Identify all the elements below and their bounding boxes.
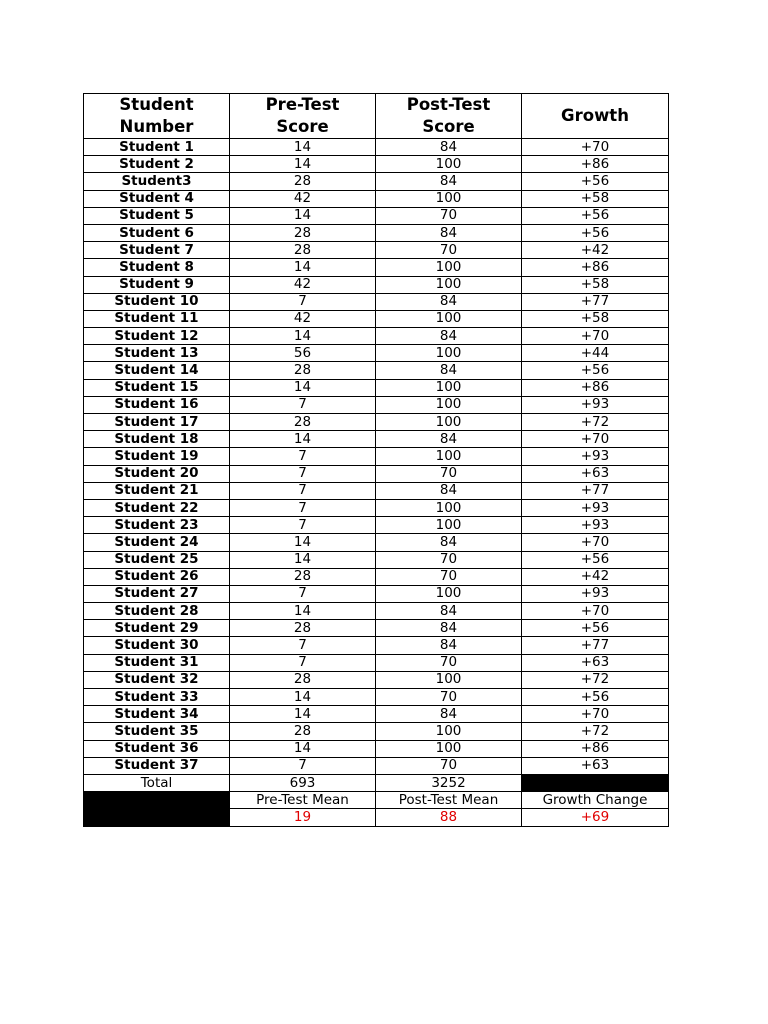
header-post-test-score	[376, 94, 522, 139]
growth-cell: +58	[522, 276, 669, 293]
student-name-cell: Student 33	[84, 689, 230, 706]
growth-cell: +72	[522, 414, 669, 431]
post-test-cell: 84	[376, 620, 522, 637]
student-name-cell: Student 10	[84, 293, 230, 310]
pre-test-cell: 14	[230, 379, 376, 396]
table-row	[84, 259, 669, 276]
growth-cell: +86	[522, 259, 669, 276]
student-name-cell: Student 23	[84, 517, 230, 534]
post-test-cell: 84	[376, 224, 522, 241]
student-name-cell: Student 35	[84, 723, 230, 740]
pre-test-cell: 14	[230, 603, 376, 620]
header-line: Pre-Test	[265, 95, 340, 114]
table-row	[84, 396, 669, 413]
post-test-cell: 100	[376, 414, 522, 431]
pre-test-cell: 56	[230, 345, 376, 362]
growth-cell: +86	[522, 379, 669, 396]
pre-test-cell: 14	[230, 431, 376, 448]
header-pre-test-score	[230, 94, 376, 139]
pre-test-cell: 14	[230, 139, 376, 156]
student-name-cell: Student 5	[84, 207, 230, 224]
student-name-cell: Student 7	[84, 242, 230, 259]
pre-test-cell: 7	[230, 637, 376, 654]
post-test-cell: 84	[376, 173, 522, 190]
growth-cell: +70	[522, 706, 669, 723]
student-name-cell: Student 12	[84, 328, 230, 345]
growth-cell: +70	[522, 431, 669, 448]
table-row	[84, 757, 669, 774]
pre-test-cell: 14	[230, 328, 376, 345]
growth-cell: +56	[522, 689, 669, 706]
table-row	[84, 156, 669, 173]
pre-test-cell: 28	[230, 414, 376, 431]
pre-test-cell: 7	[230, 499, 376, 516]
post-test-cell: 70	[376, 654, 522, 671]
table-body	[84, 139, 669, 775]
student-name-cell: Student 28	[84, 603, 230, 620]
student-name-cell: Student 13	[84, 345, 230, 362]
pre-test-cell: 7	[230, 396, 376, 413]
post-test-cell: 100	[376, 310, 522, 327]
pre-test-cell: 7	[230, 585, 376, 602]
pre-test-cell: 28	[230, 362, 376, 379]
table-row	[84, 585, 669, 602]
table-row	[84, 414, 669, 431]
post-test-cell: 100	[376, 723, 522, 740]
header-row	[84, 94, 669, 139]
post-test-cell: 84	[376, 706, 522, 723]
table-row	[84, 139, 669, 156]
post-test-cell: 84	[376, 293, 522, 310]
post-test-cell: 84	[376, 482, 522, 499]
pre-test-cell: 28	[230, 568, 376, 585]
table-row	[84, 723, 669, 740]
table-row	[84, 671, 669, 688]
post-test-cell: 100	[376, 585, 522, 602]
student-name-cell: Student 4	[84, 190, 230, 207]
table-row	[84, 293, 669, 310]
pre-test-cell: 28	[230, 224, 376, 241]
student-name-cell: Student 36	[84, 740, 230, 757]
post-test-cell: 100	[376, 740, 522, 757]
pre-test-cell: 7	[230, 757, 376, 774]
pre-test-cell: 14	[230, 551, 376, 568]
post-test-cell: 100	[376, 671, 522, 688]
growth-cell: +56	[522, 173, 669, 190]
pre-test-cell: 42	[230, 190, 376, 207]
student-name-cell: Student 21	[84, 482, 230, 499]
growth-cell: +70	[522, 603, 669, 620]
growth-cell: +63	[522, 465, 669, 482]
table-row	[84, 654, 669, 671]
student-name-cell: Student 37	[84, 757, 230, 774]
pre-test-cell: 42	[230, 310, 376, 327]
growth-cell: +93	[522, 448, 669, 465]
post-test-cell: 100	[376, 517, 522, 534]
growth-cell: +63	[522, 757, 669, 774]
pre-test-cell: 7	[230, 654, 376, 671]
header-line: Post-Test	[406, 95, 491, 114]
pre-test-cell: 7	[230, 293, 376, 310]
student-name-cell: Student 17	[84, 414, 230, 431]
pre-test-cell: 14	[230, 706, 376, 723]
post-test-cell: 84	[376, 328, 522, 345]
student-name-cell: Student 19	[84, 448, 230, 465]
table-row	[84, 568, 669, 585]
header-line: Number	[119, 117, 194, 136]
post-test-cell: 84	[376, 139, 522, 156]
pre-test-cell: 14	[230, 207, 376, 224]
table-row	[84, 207, 669, 224]
table-row	[84, 173, 669, 190]
growth-cell: +72	[522, 723, 669, 740]
post-test-cell: 70	[376, 689, 522, 706]
student-name-cell: Student 1	[84, 139, 230, 156]
growth-change-value: +69	[522, 809, 669, 826]
growth-cell: +93	[522, 517, 669, 534]
post-test-cell: 84	[376, 534, 522, 551]
post-test-mean-value: 88	[376, 809, 522, 826]
table-row	[84, 620, 669, 637]
table-row	[84, 345, 669, 362]
post-test-cell: 84	[376, 362, 522, 379]
table-row	[84, 637, 669, 654]
pre-test-cell: 14	[230, 259, 376, 276]
growth-cell: +58	[522, 310, 669, 327]
table-row	[84, 603, 669, 620]
header-line: Student	[119, 95, 194, 114]
header-line: Growth	[561, 106, 629, 125]
table-row	[84, 328, 669, 345]
growth-cell: +70	[522, 139, 669, 156]
growth-cell: +72	[522, 671, 669, 688]
table-row	[84, 689, 669, 706]
student-name-cell: Student 34	[84, 706, 230, 723]
growth-cell: +70	[522, 534, 669, 551]
post-test-cell: 100	[376, 379, 522, 396]
pre-test-mean-label: Pre-Test Mean	[230, 792, 376, 809]
growth-cell: +93	[522, 396, 669, 413]
pre-test-cell: 14	[230, 689, 376, 706]
student-name-cell: Student 26	[84, 568, 230, 585]
post-test-cell: 70	[376, 551, 522, 568]
post-test-cell: 84	[376, 637, 522, 654]
post-test-cell: 70	[376, 242, 522, 259]
post-test-cell: 70	[376, 757, 522, 774]
post-test-cell: 100	[376, 345, 522, 362]
student-name-cell: Student 18	[84, 431, 230, 448]
table-row	[84, 242, 669, 259]
filled-cell	[84, 792, 230, 826]
student-name-cell: Student3	[84, 173, 230, 190]
pre-test-cell: 7	[230, 465, 376, 482]
student-name-cell: Student 30	[84, 637, 230, 654]
table-row	[84, 517, 669, 534]
pre-test-cell: 28	[230, 671, 376, 688]
growth-cell: +93	[522, 585, 669, 602]
growth-cell: +77	[522, 293, 669, 310]
growth-cell: +56	[522, 551, 669, 568]
header-line: Score	[276, 117, 329, 136]
growth-cell: +56	[522, 224, 669, 241]
table-row	[84, 224, 669, 241]
growth-cell: +63	[522, 654, 669, 671]
table-row	[84, 465, 669, 482]
table-row	[84, 740, 669, 757]
growth-cell: +44	[522, 345, 669, 362]
pre-test-cell: 14	[230, 534, 376, 551]
growth-cell: +77	[522, 482, 669, 499]
post-test-cell: 100	[376, 448, 522, 465]
post-test-cell: 100	[376, 156, 522, 173]
total-pre-test: 693	[230, 774, 376, 791]
student-name-cell: Student 6	[84, 224, 230, 241]
post-test-cell: 84	[376, 431, 522, 448]
pre-test-cell: 7	[230, 448, 376, 465]
growth-cell: +56	[522, 620, 669, 637]
student-name-cell: Student 25	[84, 551, 230, 568]
table-row	[84, 499, 669, 516]
post-test-cell: 100	[376, 276, 522, 293]
post-test-cell: 84	[376, 603, 522, 620]
post-test-cell: 100	[376, 499, 522, 516]
student-name-cell: Student 22	[84, 499, 230, 516]
student-name-cell: Student 16	[84, 396, 230, 413]
post-test-cell: 100	[376, 190, 522, 207]
growth-cell: +42	[522, 242, 669, 259]
student-name-cell: Student 29	[84, 620, 230, 637]
table-row	[84, 482, 669, 499]
filled-cell	[522, 774, 669, 791]
table-row	[84, 379, 669, 396]
student-name-cell: Student 32	[84, 671, 230, 688]
pre-test-cell: 28	[230, 723, 376, 740]
student-name-cell: Student 15	[84, 379, 230, 396]
pre-test-cell: 14	[230, 156, 376, 173]
pre-test-cell: 28	[230, 173, 376, 190]
table-row	[84, 362, 669, 379]
table-row	[84, 534, 669, 551]
header-line: Score	[422, 117, 475, 136]
growth-cell: +42	[522, 568, 669, 585]
total-post-test: 3252	[376, 774, 522, 791]
growth-cell: +93	[522, 499, 669, 516]
table-row	[84, 706, 669, 723]
total-label: Total	[84, 774, 230, 791]
growth-change-label: Growth Change	[522, 792, 669, 809]
pre-test-cell: 14	[230, 740, 376, 757]
growth-cell: +70	[522, 328, 669, 345]
student-name-cell: Student 20	[84, 465, 230, 482]
pre-test-cell: 28	[230, 620, 376, 637]
table-row	[84, 431, 669, 448]
pre-test-cell: 7	[230, 517, 376, 534]
growth-cell: +86	[522, 156, 669, 173]
post-test-cell: 70	[376, 465, 522, 482]
student-name-cell: Student 2	[84, 156, 230, 173]
pre-test-cell: 28	[230, 242, 376, 259]
table-row	[84, 551, 669, 568]
student-name-cell: Student 9	[84, 276, 230, 293]
score-table	[83, 93, 669, 827]
total-row	[84, 774, 669, 791]
table-row	[84, 448, 669, 465]
growth-cell: +58	[522, 190, 669, 207]
growth-cell: +86	[522, 740, 669, 757]
post-test-cell: 70	[376, 207, 522, 224]
student-name-cell: Student 14	[84, 362, 230, 379]
student-name-cell: Student 27	[84, 585, 230, 602]
post-test-cell: 100	[376, 396, 522, 413]
mean-label-row	[84, 792, 669, 809]
growth-cell: +77	[522, 637, 669, 654]
pre-test-cell: 7	[230, 482, 376, 499]
student-name-cell: Student 8	[84, 259, 230, 276]
student-name-cell: Student 31	[84, 654, 230, 671]
table-row	[84, 276, 669, 293]
student-name-cell: Student 24	[84, 534, 230, 551]
header-student-number	[84, 94, 230, 139]
table-row	[84, 190, 669, 207]
student-name-cell: Student 11	[84, 310, 230, 327]
pre-test-cell: 42	[230, 276, 376, 293]
pre-test-mean-value: 19	[230, 809, 376, 826]
post-test-mean-label: Post-Test Mean	[376, 792, 522, 809]
header-growth	[522, 94, 669, 139]
growth-cell: +56	[522, 362, 669, 379]
table-row	[84, 310, 669, 327]
growth-cell: +56	[522, 207, 669, 224]
post-test-cell: 70	[376, 568, 522, 585]
post-test-cell: 100	[376, 259, 522, 276]
